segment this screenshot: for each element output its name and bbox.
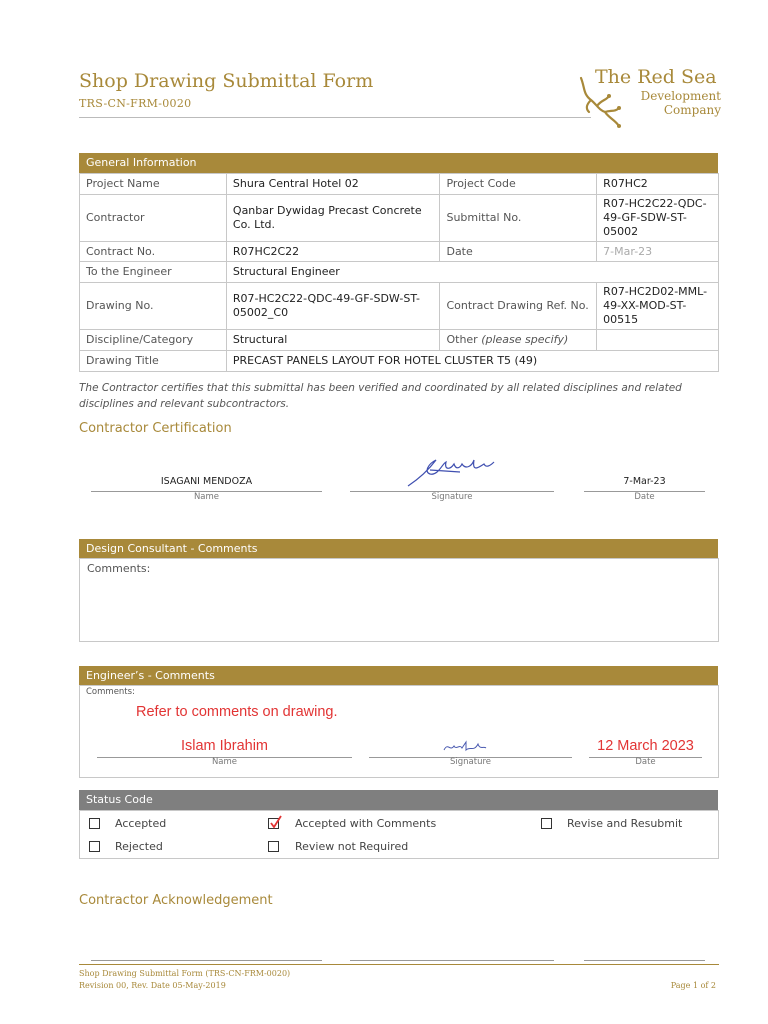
revise-resubmit-label: Revise and Resubmit bbox=[567, 817, 683, 830]
engineer-date-caption: Date bbox=[635, 757, 656, 767]
date-caption: Date bbox=[634, 492, 655, 502]
design-consultant-heading: Design Consultant - Comments bbox=[79, 539, 718, 559]
accepted-with-comments-label: Accepted with Comments bbox=[295, 817, 437, 830]
form-title: Shop Drawing Submittal Form bbox=[79, 70, 374, 92]
company-logo bbox=[575, 66, 725, 126]
design-comments-label: Comments: bbox=[87, 562, 151, 575]
submittal-no-value[interactable]: R07-HC2C22-QDC-49-GF-SDW-ST-05002 bbox=[597, 195, 719, 242]
discipline-value[interactable]: Structural bbox=[226, 330, 440, 351]
logo-text-line2: Development bbox=[640, 89, 721, 103]
engineer-comment-text: Refer to comments on drawing. bbox=[136, 704, 338, 720]
project-name-label: Project Name bbox=[80, 174, 227, 195]
revise-resubmit-checkbox[interactable] bbox=[541, 818, 552, 829]
submittal-no-label: Submittal No. bbox=[440, 195, 597, 242]
ack-signature-line bbox=[350, 960, 554, 961]
drawing-no-label: Drawing No. bbox=[80, 283, 227, 330]
other-label bbox=[440, 330, 597, 351]
contractor-date[interactable]: 7-Mar-23 bbox=[623, 476, 666, 487]
accepted-checkbox[interactable] bbox=[89, 818, 100, 829]
engineer-name[interactable]: Islam Ibrahim bbox=[180, 738, 269, 754]
footer-page-number: Page 1 of 2 bbox=[670, 981, 716, 990]
contractor-label: Contractor bbox=[80, 195, 227, 242]
other-value[interactable] bbox=[597, 330, 719, 351]
contractor-acknowledgement-heading: Contractor Acknowledgement bbox=[79, 893, 273, 908]
ack-name-line bbox=[91, 960, 322, 961]
contractor-signature-icon bbox=[400, 450, 500, 490]
engineer-comments-heading: Engineer’s - Comments bbox=[79, 666, 718, 686]
engineer-signature-caption: Signature bbox=[449, 757, 491, 767]
project-code-label: Project Code bbox=[440, 174, 597, 195]
contractor-value[interactable]: Qanbar Dywidag Precast Concrete Co. Ltd. bbox=[226, 195, 440, 242]
engineer-comments-label: Comments: bbox=[86, 687, 135, 697]
contract-drawing-label: Contract Drawing Ref. No. bbox=[440, 283, 597, 330]
rejected-label: Rejected bbox=[115, 840, 163, 853]
engineer-name-caption: Name bbox=[211, 757, 238, 767]
logo-text-line3: Company bbox=[663, 103, 721, 117]
to-engineer-value[interactable]: Structural Engineer bbox=[226, 262, 718, 283]
contract-no-label: Contract No. bbox=[80, 242, 227, 262]
form-code: TRS-CN-FRM-0020 bbox=[79, 97, 192, 110]
project-code-value[interactable]: R07HC2 bbox=[597, 174, 719, 195]
review-not-required-checkbox[interactable] bbox=[268, 841, 279, 852]
discipline-label: Discipline/Category bbox=[80, 330, 227, 351]
red-check-icon bbox=[269, 815, 283, 829]
project-name-value[interactable]: Shura Central Hotel 02 bbox=[226, 174, 440, 195]
contractor-certification-heading: Contractor Certification bbox=[79, 421, 232, 436]
contract-no-value[interactable]: R07HC2C22 bbox=[226, 242, 440, 262]
footer-divider bbox=[79, 964, 719, 965]
design-consultant-comments-box[interactable] bbox=[79, 558, 719, 642]
general-info-heading: General Information bbox=[79, 153, 718, 173]
footer-form-name: Shop Drawing Submittal Form (TRS-CN-FRM-0020) bbox=[79, 969, 291, 978]
certification-note: The Contractor certifies that this submittal has been verified and coordinated by all related disciplines and related disciplines and relevant subcontractors. bbox=[79, 382, 682, 410]
general-info-table bbox=[79, 173, 719, 372]
accepted-with-comments-checkbox[interactable] bbox=[268, 818, 279, 829]
signature-caption: Signature bbox=[431, 492, 473, 502]
rejected-checkbox[interactable] bbox=[89, 841, 100, 852]
accepted-label: Accepted bbox=[115, 817, 167, 830]
contractor-name[interactable]: ISAGANI MENDOZA bbox=[160, 476, 253, 487]
engineer-date[interactable]: 12 March 2023 bbox=[597, 738, 694, 754]
footer-revision: Revision 00, Rev. Date 05-May-2019 bbox=[79, 981, 226, 990]
drawing-title-label: Drawing Title bbox=[80, 351, 227, 372]
date-value[interactable]: 7-Mar-23 bbox=[597, 242, 719, 262]
review-not-required-label: Review not Required bbox=[295, 840, 409, 853]
drawing-no-value[interactable]: R07-HC2C22-QDC-49-GF-SDW-ST-05002_C0 bbox=[226, 283, 440, 330]
other-hint: (please specify) bbox=[481, 333, 569, 346]
status-code-heading: Status Code bbox=[79, 790, 718, 810]
date-label: Date bbox=[440, 242, 597, 262]
contract-drawing-value[interactable]: R07-HC2D02-MML-49-XX-MOD-ST-00515 bbox=[597, 283, 719, 330]
engineer-signature-icon bbox=[440, 738, 490, 756]
logo-text-line1: The Red Sea bbox=[595, 66, 717, 88]
other-label-text: Other bbox=[446, 333, 478, 346]
header-divider bbox=[79, 117, 591, 118]
name-caption: Name bbox=[193, 492, 220, 502]
ack-date-line bbox=[584, 960, 705, 961]
to-engineer-label: To the Engineer bbox=[80, 262, 227, 283]
drawing-title-value[interactable]: PRECAST PANELS LAYOUT FOR HOTEL CLUSTER T5 (49) bbox=[226, 351, 718, 372]
